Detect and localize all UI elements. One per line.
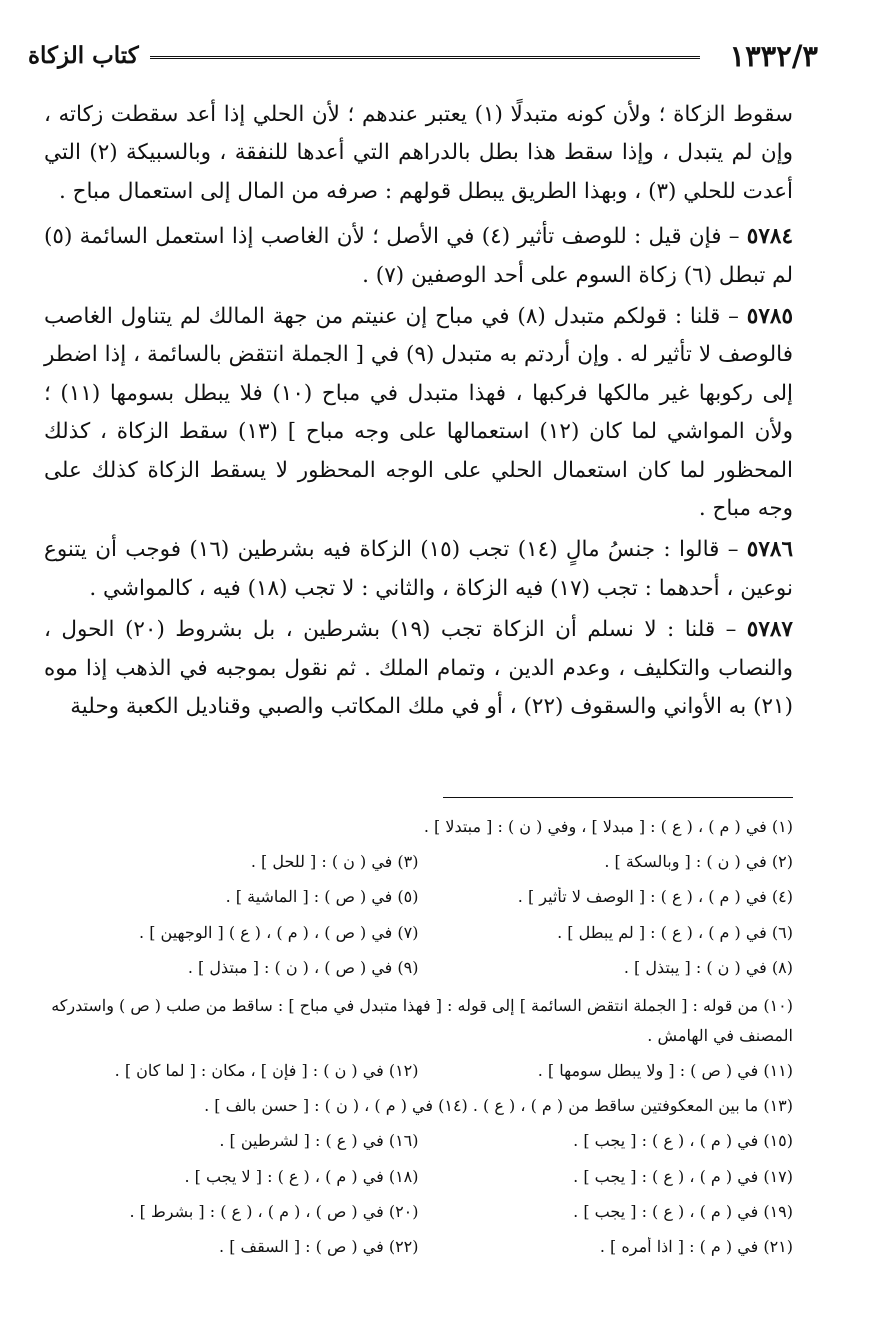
paragraph-number: ٥٧٨٤	[746, 224, 793, 250]
footnote-row	[44, 1123, 793, 1158]
footnote-10: (١٠) من قوله : [ الجملة انتقض السائمة ] إلى قوله : [ فهذا متبدل في مباح ] : ساقط من صلب ( ص ) واستدركه المصنف في الهامش .	[51, 995, 793, 1045]
footnote-16: (١٦) في ( ع ) : [ لشرطين ] .	[219, 1131, 419, 1151]
footnote-row	[44, 915, 793, 950]
page-header	[28, 36, 818, 76]
footnote-row	[44, 844, 793, 879]
footnote-row	[44, 1229, 793, 1264]
footnote-17: (١٧) في ( م ) ، ( ع ) : [ يجب ] .	[573, 1166, 793, 1186]
header-double-rule	[150, 56, 700, 61]
paragraph-number: ٥٧٨٧	[746, 617, 793, 643]
paragraph-5785	[44, 298, 793, 528]
footnote-row	[44, 950, 793, 985]
footnote-row	[44, 1088, 793, 1123]
footnote-row	[44, 879, 793, 914]
footnote-4: (٤) في ( م ) ، ( ع ) : [ الوصف لا تأثير ] .	[517, 887, 793, 907]
paragraph-text: – فإن قيل : للوصف تأثير (٤) في الأصل ؛ لأن الغاصب إذا استعمل السائمة (٥) لم تبطل (٦) زكاة السوم على أحد الوصفين (٧) .	[44, 224, 793, 288]
footnote-22: (٢٢) في ( ص ) : [ السقف ] .	[219, 1236, 419, 1256]
paragraph-continuation	[44, 96, 793, 211]
paragraph-text: سقوط الزكاة ؛ ولأن كونه متبدلًا (١) يعتبر عندهم ؛ لأن الحلي إذا أعد سقطت زكاته ، وإن لم يتبدل ، وإذا سقط هذا بطل بالدراهم التي أعدها للنفقة ، وبالسبيكة (٢) التي أعدت للحلي (٣) ، وبهذا الطريق يبطل قولهم : صرفه من المال إلى استعمال مباح .	[44, 102, 794, 204]
footnote-9: (٩) في ( ص ) ، ( ن ) : [ مبتذل ] .	[187, 957, 419, 977]
paragraph-5786	[44, 531, 793, 608]
footnote-3: (٣) في ( ن ) : [ للحل ] .	[250, 852, 419, 872]
footnote-separator	[443, 797, 793, 798]
footnote-1: (١) في ( م ) ، ( ع ) : [ مبدلا ] ، وفي ( ن ) : [ مبتدلا ] .	[423, 817, 793, 837]
footnotes	[44, 809, 793, 1264]
paragraph-text: – قلنا : قولكم متبدل (٨) في مباح إن عنيتم من جهة المالك لم يتناول الغاصب فالوصف لا تأثير له . وإن أردتم به متبدل (٩) في [ الجملة انتقض بالسائمة ، إذا اضطر إلى ركوبها غير مالكها فركبها ، فهذا متبدل في مباح (١٠) فلا يبطل بسومها (١١) ؛ ولأن المواشي لما كان (١٢) استعمالها على وجه مباح ] (١٣) سقط الزكاة ، كذلك المحظور لما كان استعمال الحلي على الوجه المحظور لا يسقط الزكاة كذلك على وجه مباح .	[44, 304, 794, 522]
footnote-6: (٦) في ( م ) ، ( ع ) : [ لم يبطل ] .	[557, 922, 793, 942]
paragraph-text: – قالوا : جنسُ مالٍ (١٤) تجب (١٥) الزكاة فيه بشرطين (١٦) فوجب أن يتنوع نوعين ، أحدهما : تجب (١٧) فيه الزكاة ، والثاني : لا تجب (١٨) فيه ، كالمواشي .	[44, 537, 793, 601]
footnote-7: (٧) في ( ص ) ، ( م ) ، ( ع ) [ الوجهين ] .	[139, 922, 419, 942]
page-number: ١٣٣٢/٣	[729, 39, 818, 73]
footnote-15: (١٥) في ( م ) ، ( ع ) : [ يجب ] .	[573, 1131, 793, 1151]
main-text	[44, 96, 793, 730]
running-title: كتاب الزكاة	[28, 42, 139, 69]
footnote-row	[44, 1194, 793, 1229]
footnote-13-14: (١٣) ما بين المعكوفتين ساقط من ( م ) ، ( ع ) . (١٤) في ( م ) ، ( ن ) : [ حسن بالف ] .	[204, 1096, 793, 1116]
footnote-11: (١١) في ( ص ) : [ ولا يبطل سومها ] .	[537, 1061, 793, 1081]
paragraph-text: – قلنا : لا نسلم أن الزكاة تجب (١٩) بشرطين ، بل بشروط (٢٠) الحول ، والنصاب والتكليف ، وعدم الدين ، وتمام الملك . ثم نقول بموجبه في الذهب إذا موه (٢١) به الأواني والسقوف (٢٢) ، أو في ملك المكاتب والصبي وقناديل الكعبة وحلية	[44, 617, 793, 720]
footnote-12: (١٢) في ( ن ) : [ فإن ] ، مكان : [ لما كان ] .	[114, 1061, 419, 1081]
footnote-row	[44, 1053, 793, 1088]
footnote-21: (٢١) في ( م ) : [ اذا أمره ] .	[599, 1236, 793, 1256]
footnote-5: (٥) في ( ص ) : [ الماشية ] .	[225, 887, 419, 907]
footnote-row	[44, 809, 793, 844]
footnote-2: (٢) في ( ن ) : [ وبالسكة ] .	[604, 852, 793, 872]
paragraph-5784	[44, 218, 793, 295]
paragraph-number: ٥٧٨٦	[746, 537, 793, 563]
footnote-20: (٢٠) في ( ص ) ، ( م ) ، ( ع ) : [ بشرط ] .	[129, 1201, 419, 1221]
footnote-row	[44, 1159, 793, 1194]
paragraph-5787	[44, 611, 793, 726]
footnote-18: (١٨) في ( م ) ، ( ع ) : [ لا يجب ] .	[184, 1166, 419, 1186]
footnote-19: (١٩) في ( م ) ، ( ع ) : [ يجب ] .	[573, 1201, 793, 1221]
paragraph-number: ٥٧٨٥	[746, 304, 793, 330]
footnote-8: (٨) في ( ن ) : [ يبتذل ] .	[623, 957, 793, 977]
